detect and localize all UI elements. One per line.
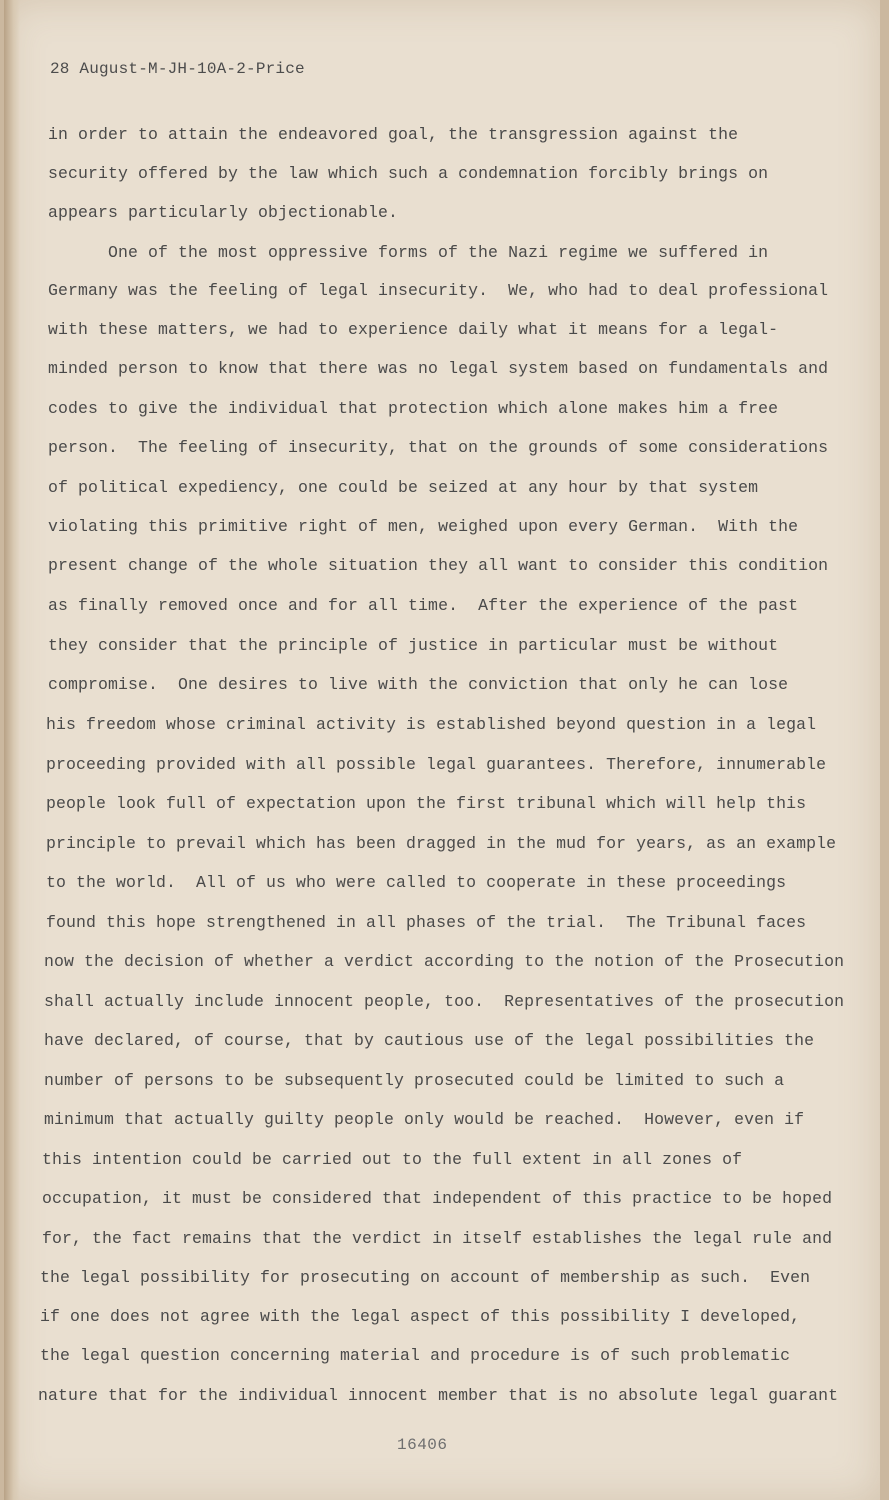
text-line: appears particularly objectionable.: [48, 203, 399, 222]
text-line: principle to prevail which has been dragged in the mud for years, as an example: [46, 834, 837, 853]
text-line: this intention could be carried out to the full extent in all zones of: [42, 1150, 743, 1169]
page-number: 16406: [397, 1436, 448, 1454]
page-edge: [4, 0, 20, 1500]
text-line: shall actually include innocent people, too. Representatives of the prosecution: [44, 992, 845, 1011]
text-line: in order to attain the endeavored goal, the transgression against the: [48, 125, 739, 144]
text-line: if one does not agree with the legal aspect of this possibility I developed,: [40, 1307, 801, 1326]
text-line: the legal question concerning material and procedure is of such problematic: [40, 1346, 791, 1365]
text-line: codes to give the individual that protection which alone makes him a free: [48, 399, 779, 418]
text-line: people look full of expectation upon the first tribunal which will help this: [46, 794, 807, 813]
text-line: minimum that actually guilty people only would be reached. However, even if: [44, 1110, 805, 1129]
text-line: have declared, of course, that by cautious use of the legal possibilities the: [44, 1031, 815, 1050]
text-line: for, the fact remains that the verdict in itself establishes the legal rule and: [42, 1229, 833, 1248]
text-line: number of persons to be subsequently prosecuted could be limited to such a: [44, 1071, 785, 1090]
text-line: of political expediency, one could be seized at any hour by that system: [48, 478, 759, 497]
text-line: with these matters, we had to experience daily what it means for a legal-: [48, 320, 779, 339]
text-line: his freedom whose criminal activity is established beyond question in a legal: [46, 715, 817, 734]
text-line: occupation, it must be considered that independent of this practice to be hoped: [42, 1189, 833, 1208]
text-line: the legal possibility for prosecuting on account of membership as such. Even: [40, 1268, 811, 1287]
text-line: they consider that the principle of justice in particular must be without: [48, 636, 779, 655]
text-line: One of the most oppressive forms of the Nazi regime we suffered in: [108, 243, 769, 262]
text-line: minded person to know that there was no legal system based on fundamentals and: [48, 359, 829, 378]
text-line: security offered by the law which such a condemnation forcibly brings on: [48, 164, 769, 183]
text-line: proceeding provided with all possible legal guarantees. Therefore, innumerable: [46, 755, 827, 774]
text-line: now the decision of whether a verdict according to the notion of the Prosecution: [44, 952, 845, 971]
text-line: to the world. All of us who were called to cooperate in these proceedings: [46, 873, 787, 892]
text-line: Germany was the feeling of legal insecurity. We, who had to deal professional: [48, 281, 829, 300]
text-line: violating this primitive right of men, weighed upon every German. With the: [48, 517, 799, 536]
text-line: compromise. One desires to live with the conviction that only he can lose: [48, 675, 789, 694]
text-line: present change of the whole situation they all want to consider this condition: [48, 556, 829, 575]
document-page: [4, 0, 880, 1500]
text-line: found this hope strengthened in all phases of the trial. The Tribunal faces: [46, 913, 807, 932]
text-line: nature that for the individual innocent member that is no absolute legal guarant: [38, 1386, 839, 1405]
text-line: as finally removed once and for all time. After the experience of the past: [48, 596, 799, 615]
text-line: person. The feeling of insecurity, that on the grounds of some considerations: [48, 438, 829, 457]
page-header: 28 August-M-JH-10A-2-Price: [50, 60, 305, 78]
